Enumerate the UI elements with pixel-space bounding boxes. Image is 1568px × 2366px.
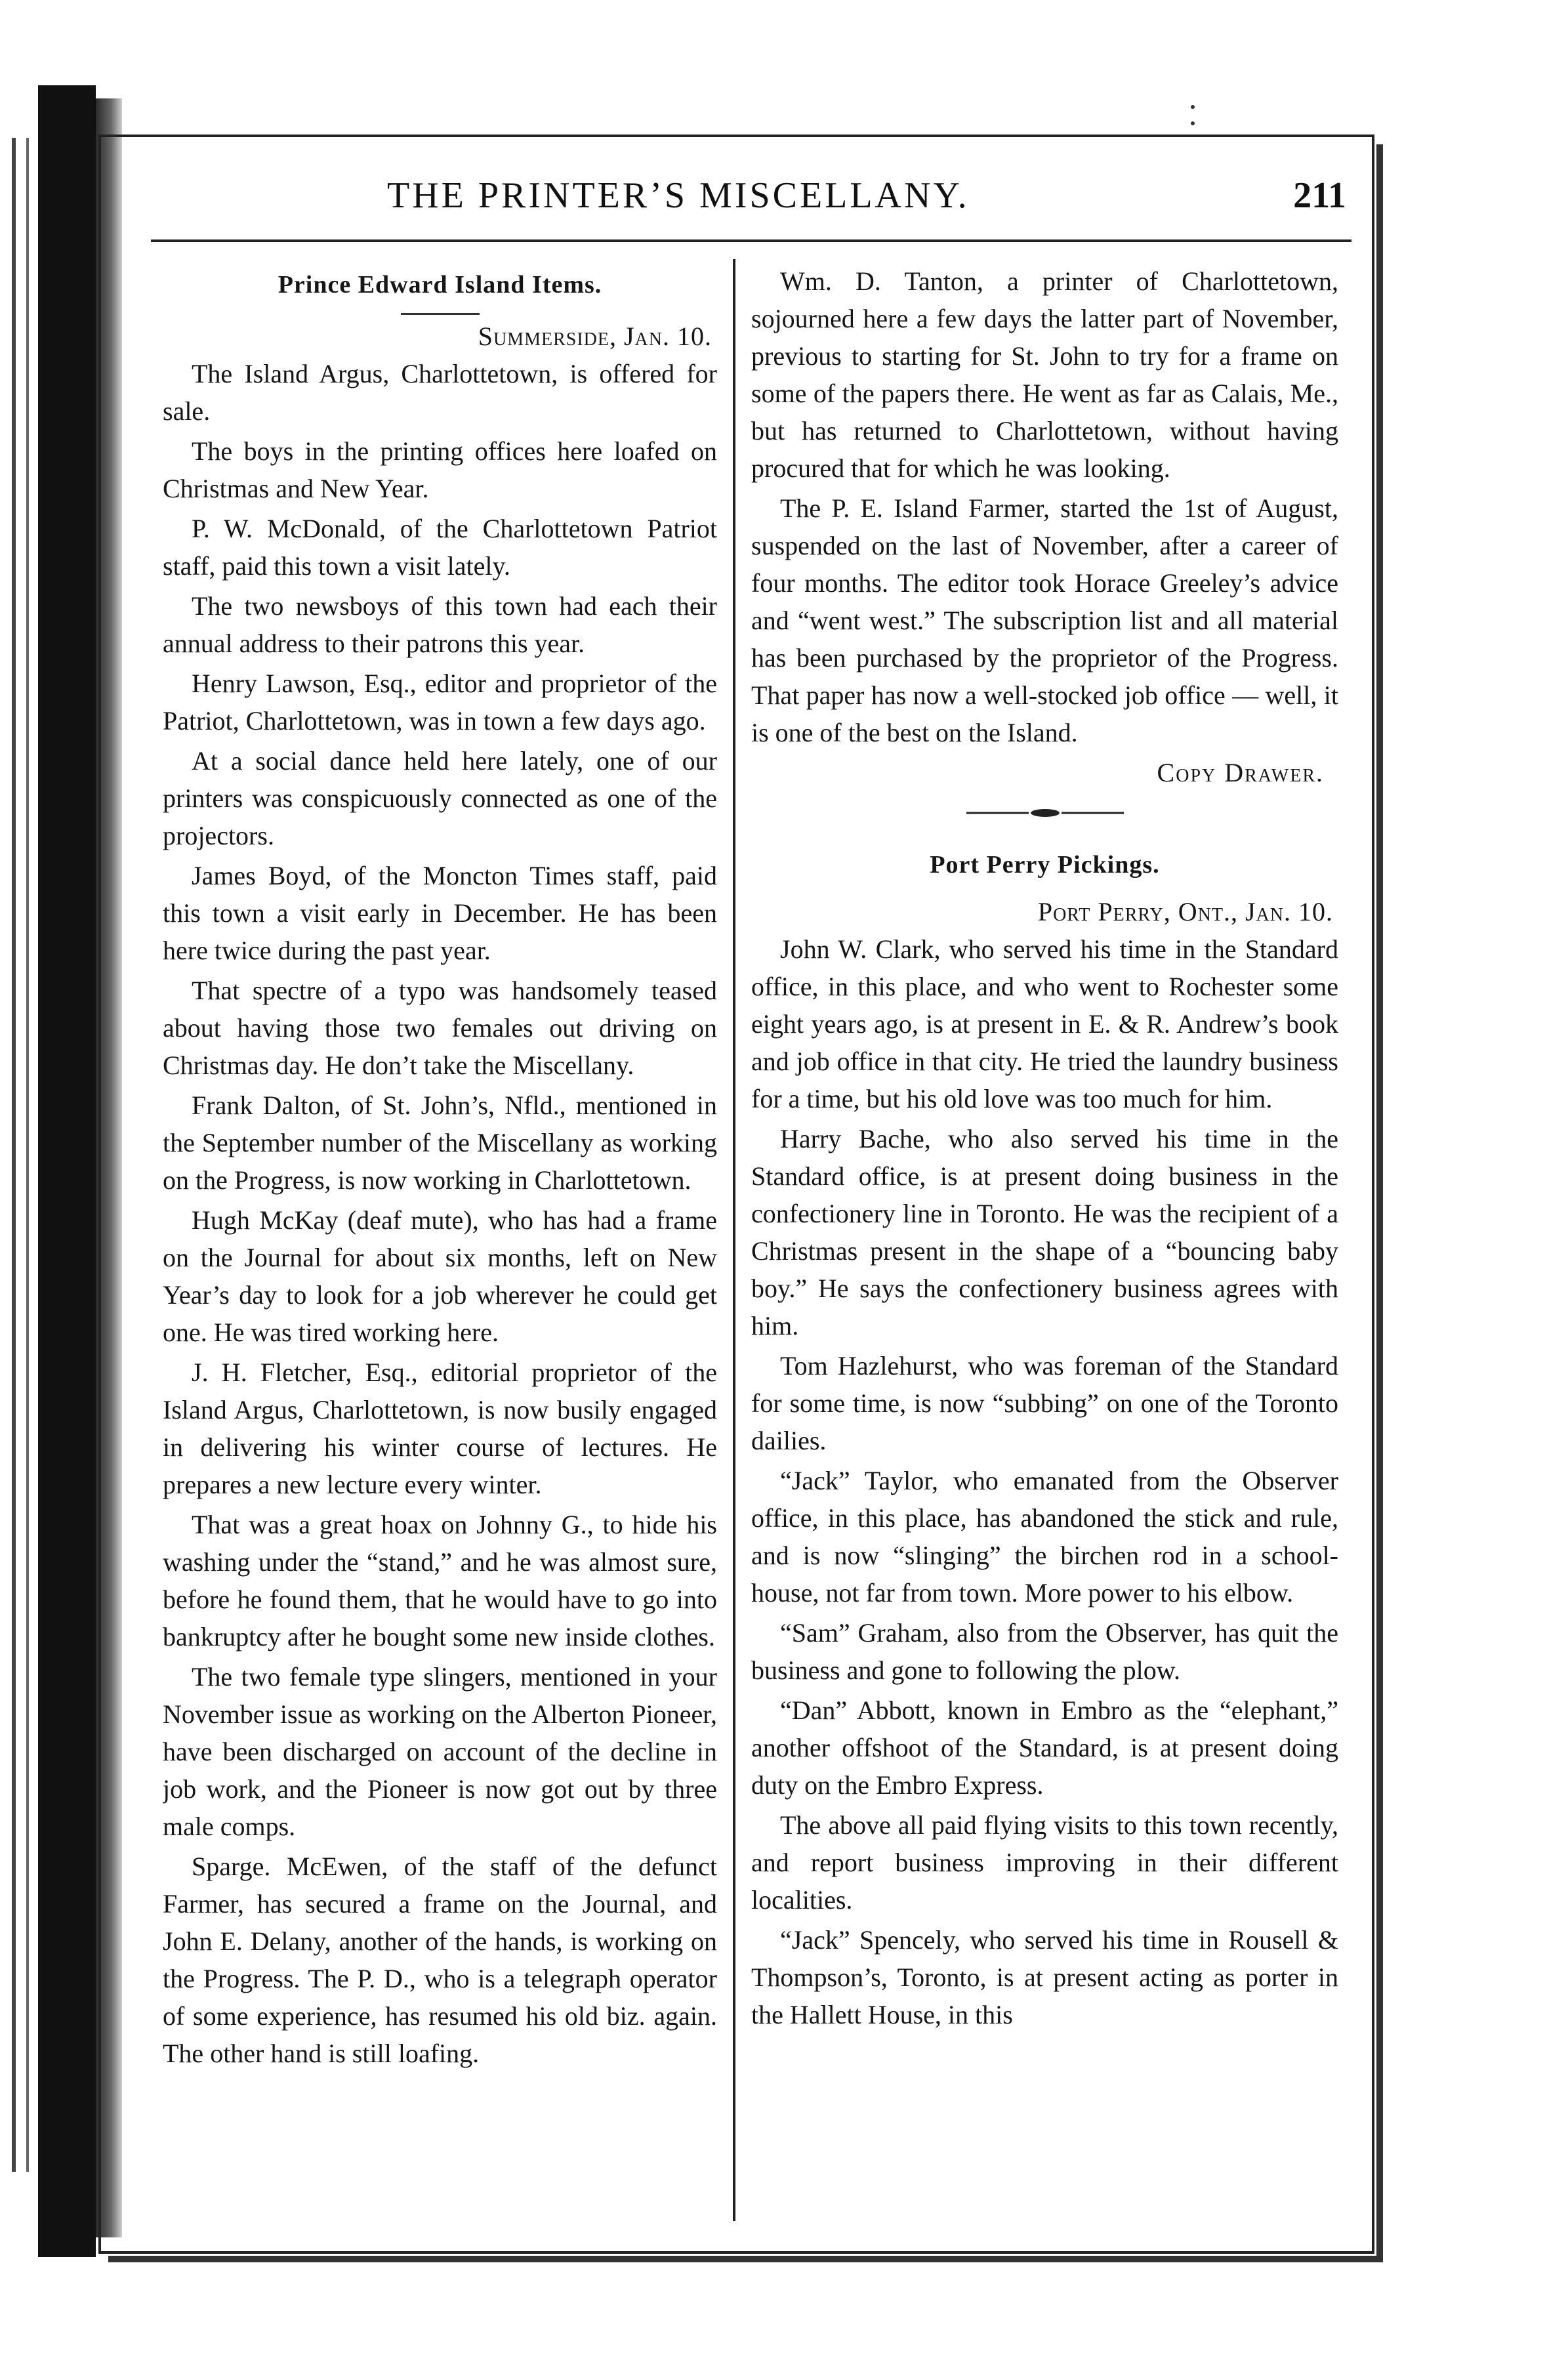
scan-edge-line-secondary <box>26 138 29 2172</box>
article-body-port-perry <box>751 930 1338 2033</box>
dateline-port-perry: Port Perry, Ont., Jan. 10. <box>1037 897 1333 926</box>
ornament-divider <box>966 808 1124 818</box>
right-column <box>751 262 1338 2224</box>
article-heading: Prince Edward Island Items. <box>278 271 602 299</box>
article-signature: Copy Drawer. <box>1157 758 1324 787</box>
page-number: 211 <box>1293 175 1346 216</box>
paragraph: Frank Dalton, of St. John’s, Nfld., mentioned in the September number of the Miscellany as working on the Progress, is now working in Charlottetown. <box>163 1090 717 1195</box>
paragraph: The P. E. Island Farmer, started the 1st of August, suspended on the last of November, after a career of four months. The editor took Horace Greeley’s advice and “went west.” The subscription list and all material has been purchased by the proprietor of the Progress. That paper has now a well-stocked job office — well, it is one of the best on the Island. <box>751 493 1338 747</box>
paragraph: Tom Hazlehurst, who was foreman of the Standard for some time, is now “subbing” on one of the Toronto dailies. <box>751 1351 1338 1455</box>
left-column <box>163 262 717 2224</box>
paragraph: The two newsboys of this town had each their annual address to their patrons this year. <box>163 591 717 658</box>
binding-shadow <box>38 85 96 2257</box>
dateline: Summerside, Jan. 10. <box>478 322 712 351</box>
paragraph: That was a great hoax on Johnny G., to hide his washing under the “stand,” and he was almost sure, before he found them, that he would have to go into bankruptcy after he bought some new inside clothes. <box>163 1510 717 1651</box>
paragraph: The Island Argus, Charlottetown, is offered for sale. <box>163 359 717 426</box>
paragraph: J. H. Fletcher, Esq., editorial proprietor of the Island Argus, Charlottetown, is now busily engaged in delivering his winter course of lectures. He prepares a new lecture every winter. <box>163 1358 717 1499</box>
paragraph: “Jack” Spencely, who served his time in Rousell & Thompson’s, Toronto, is at present acting as porter in the Hallett House, in this <box>751 1925 1338 2029</box>
paragraph: That spectre of a typo was handsomely teased about having those two females out driving on Christmas day. He don’t take the Miscellany. <box>163 976 717 1080</box>
paragraph: The above all paid flying visits to this town recently, and report business improving in their different localities. <box>751 1810 1338 1915</box>
heading-rule <box>401 313 480 315</box>
speck-mark <box>1191 105 1195 109</box>
paragraph: “Jack” Taylor, who emanated from the Observer office, in this place, has abandoned the stick and rule, and is now “slinging” the birchen rod in a school-house, not far from town. More power to his elbow. <box>751 1466 1338 1608</box>
paragraph: Wm. D. Tanton, a printer of Charlottetown, sojourned here a few days the latter part of November, previous to starting for St. John to try for a frame on some of the papers there. He went as far as Calais, Me., but has returned to Charlottetown, without having procured that for which he was looking. <box>751 266 1338 483</box>
paragraph: Harry Bache, who also served his time in the Standard office, is at present doing business in the confectionery line in Toronto. He was the recipient of a Christmas present in the shape of a “bouncing baby boy.” He says the confectionery business agrees with him. <box>751 1124 1338 1340</box>
paragraph: Hugh McKay (deaf mute), who has had a frame on the Journal for about six months, left on New Year’s day to look for a job wherever he could get one. He was tired working here. <box>163 1205 717 1347</box>
paragraph: The boys in the printing offices here loafed on Christmas and New Year. <box>163 436 717 503</box>
page-frame-shadow-bottom <box>108 2256 1383 2262</box>
speck-mark <box>1191 121 1195 125</box>
paragraph: John W. Clark, who served his time in the Standard office, in this place, and who went to Rochester some eight years ago, is at present in E. & R. Andrew’s book and job office in that city. He tried the laundry business for a time, but his old love was too much for him. <box>751 934 1338 1113</box>
paragraph: Sparge. McEwen, of the staff of the defunct Farmer, has secured a frame on the Journal, and John E. Delany, another of the hands, is working on the Progress. The P. D., who is a telegraph operator of some experience, has resumed his old biz. again. The other hand is still loafing. <box>163 1852 717 2068</box>
paragraph: “Sam” Graham, also from the Observer, has quit the business and gone to following the plow. <box>751 1618 1338 1685</box>
header-rule <box>151 239 1351 242</box>
article-heading-port-perry: Port Perry Pickings. <box>930 851 1160 879</box>
paragraph: P. W. McDonald, of the Charlottetown Patriot staff, paid this town a visit lately. <box>163 514 717 581</box>
scan-edge-line <box>12 138 16 2172</box>
page-frame-shadow-right <box>1376 144 1383 2260</box>
page-header <box>171 169 1365 228</box>
paragraph: “Dan” Abbott, known in Embro as the “elephant,” another offshoot of the Standard, is at present doing duty on the Embro Express. <box>751 1695 1338 1800</box>
article-body <box>163 355 717 2072</box>
article-body-continued <box>751 262 1338 751</box>
paragraph: Henry Lawson, Esq., editor and proprietor of the Patriot, Charlottetown, was in town a few days ago. <box>163 669 717 736</box>
paragraph: At a social dance held here lately, one of our printers was conspicuously connected as one of the projectors. <box>163 746 717 850</box>
paragraph: The two female type slingers, mentioned in your November issue as working on the Alberton Pioneer, have been discharged on account of the decline in job work, and the Pioneer is now got out by three male comps. <box>163 1662 717 1841</box>
paragraph: James Boyd, of the Moncton Times staff, paid this town a visit early in December. He has been here twice during the past year. <box>163 861 717 965</box>
column-divider <box>733 259 735 2221</box>
running-title: THE PRINTER’S MISCELLANY. <box>387 175 970 216</box>
